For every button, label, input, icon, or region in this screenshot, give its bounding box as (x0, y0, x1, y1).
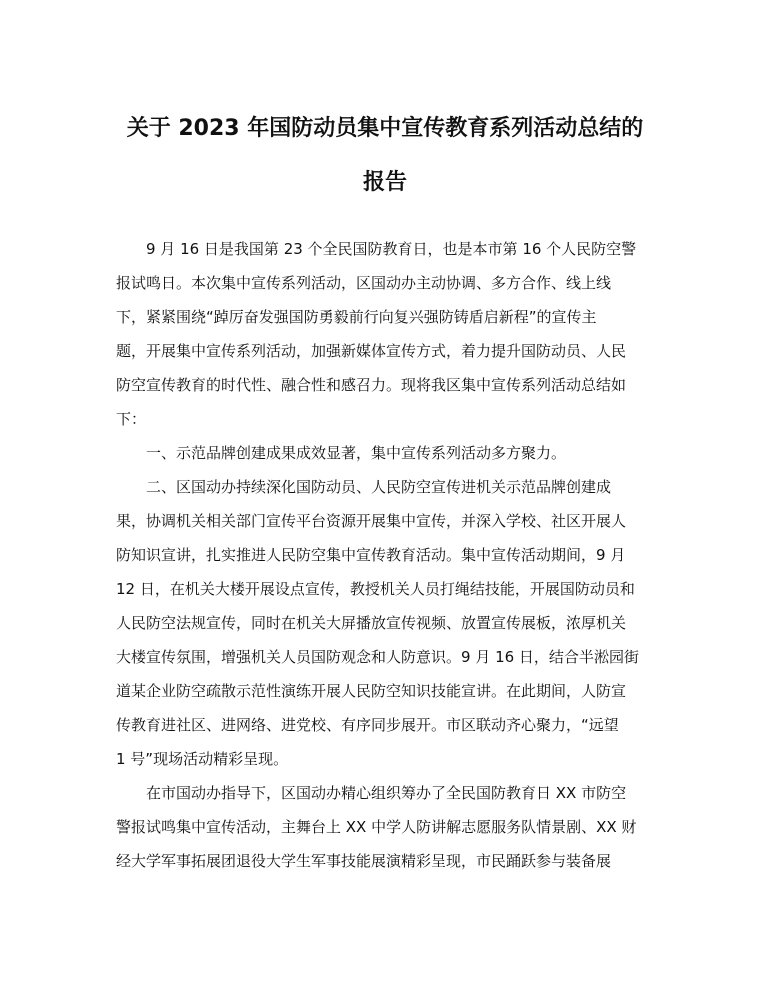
text-line: 12 日，在机关大楼开展设点宣传，教授机关人员打绳结技能，开展国防动员和 (116, 580, 635, 598)
paragraph-3 (116, 470, 656, 776)
paragraph-2 (116, 436, 656, 470)
text-line: 报试鸣日。本次集中宣传系列活动，区国动办主动协调、多方合作、线上线 (116, 274, 612, 292)
text-line: 防知识宣讲，扎实推进人民防空集中宣传教育活动。集中宣传活动期间，9 月 (116, 546, 626, 564)
text-line: 道某企业防空疏散示范性演练开展人民防空知识技能宣讲。在此期间，人防宣 (116, 682, 627, 700)
text-line: 经大学军事拓展团退役大学生军事技能展演精彩呈现，市民踊跃参与装备展 (116, 852, 612, 870)
text-line: 下，紧紧围绕“踔厉奋发强国防勇毅前行向复兴强防铸盾启新程”的宣传主 (116, 308, 597, 326)
paragraph-4 (116, 776, 656, 878)
text-line: 题，开展集中宣传系列活动，加强新媒体宣传方式，着力提升国防动员、人民 (116, 342, 627, 360)
text-line: 二、区国动办持续深化国防动员、人民防空宣传进机关示范品牌创建成 (146, 478, 612, 496)
text-line: 大楼宣传氛围，增强机关人员国防观念和人防意识。9 月 16 日，结合半淞园街 (116, 648, 639, 666)
document-body (116, 232, 656, 878)
text-line: 果，协调机关相关部门宣传平台资源开展集中宣传，并深入学校、社区开展人 (116, 512, 627, 530)
text-line: 一、示范品牌创建成果成效显著，集中宣传系列活动多方聚力。 (146, 444, 567, 462)
text-line: 下： (116, 410, 147, 428)
document-title-line-2: 报告 (362, 170, 407, 195)
text-line: 警报试鸣集中宣传活动，主舞台上 XX 中学人防讲解志愿服务队情景剧、XX 财 (116, 818, 637, 836)
text-line: 9 月 16 日是我国第 23 个全民国防教育日，也是本市第 16 个人民防空警 (146, 240, 637, 258)
text-line: 传教育进社区、进网络、进党校、有序同步展开。市区联动齐心聚力，“远望 (116, 716, 619, 734)
paragraph-1 (116, 232, 656, 436)
text-line: 防空宣传教育的时代性、融合性和感召力。现将我区集中宣传系列活动总结如 (116, 376, 627, 394)
document-title-line-1: 关于 2023 年国防动员集中宣传教育系列活动总结的 (126, 116, 644, 141)
text-line: 人民防空法规宣传，同时在机关大屏播放宣传视频、放置宣传展板，浓厚机关 (116, 614, 627, 632)
text-line: 在市国动办指导下，区国动办精心组织筹办了全民国防教育日 XX 市防空 (146, 784, 627, 802)
text-line: 1 号”现场活动精彩呈现。 (116, 750, 289, 768)
